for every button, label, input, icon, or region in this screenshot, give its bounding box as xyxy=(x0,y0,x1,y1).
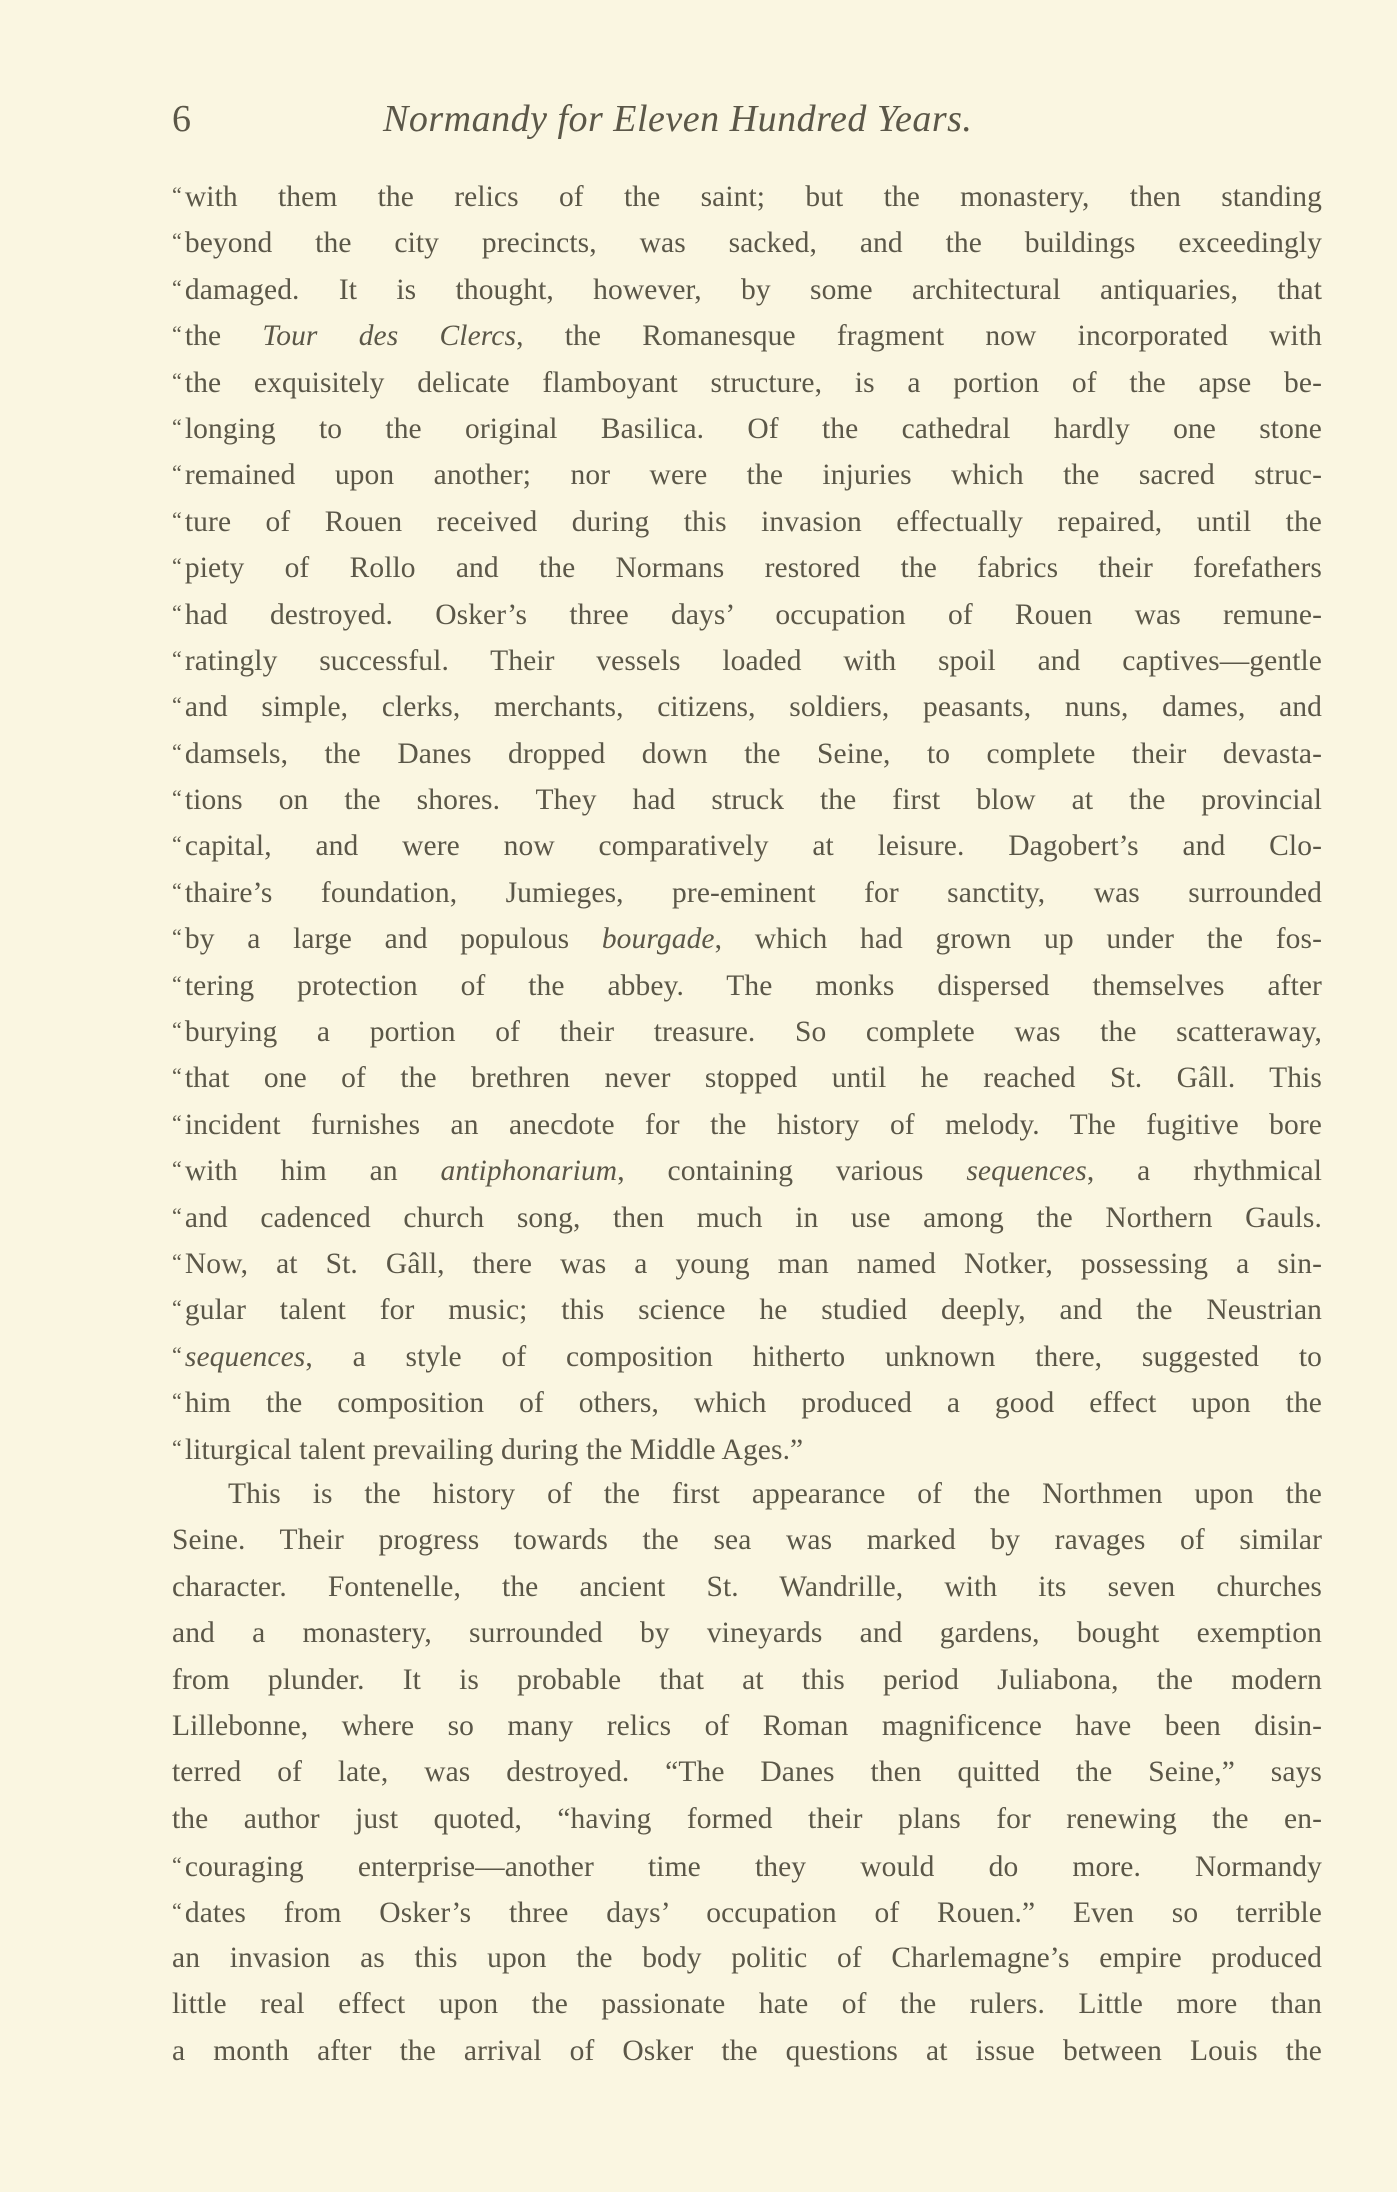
quote-mark: “ xyxy=(172,785,182,811)
text-line xyxy=(172,172,1322,218)
line-text: Seine. Their progress towards the sea was marked by ravages of similar xyxy=(172,1524,1322,1557)
text-line xyxy=(172,729,1322,775)
text-line xyxy=(172,1100,1322,1146)
quote-mark: “ xyxy=(172,228,182,254)
text-line xyxy=(172,1796,1322,1842)
line-text: , a rhythmical xyxy=(1086,1155,1322,1188)
text-line xyxy=(172,265,1322,311)
text-line xyxy=(172,1981,1322,2027)
line-text: damsels, the Danes dropped down the Seine, to complete their devasta- xyxy=(184,737,1322,770)
line-text: tions on the shores. They had struck the first blow at the provincial xyxy=(184,784,1322,817)
text-line xyxy=(172,1285,1322,1331)
line-text: liturgical talent prevailing during the Middle Ages.” xyxy=(184,1433,804,1466)
quote-mark: “ xyxy=(172,321,182,347)
line-text: remained upon another; nor were the injuries which the sacred struc- xyxy=(184,459,1322,492)
line-text: piety of Rollo and the Normans restored the fabrics their forefathers xyxy=(184,552,1322,585)
quote-mark: “ xyxy=(172,1434,182,1460)
quote-mark: “ xyxy=(172,738,182,764)
line-text: the xyxy=(184,320,263,353)
text-line xyxy=(172,2028,1322,2074)
line-text: tering protection of the abbey. The monks dispersed themselves after xyxy=(184,969,1322,1002)
line-text: thaire’s foundation, Jumieges, pre-eminent for sanctity, was surrounded xyxy=(184,876,1322,909)
running-header xyxy=(172,94,1320,144)
running-title: Normandy for Eleven Hundred Years. xyxy=(383,98,973,140)
text-line xyxy=(172,497,1322,543)
line-text: an invasion as this upon the body politic of Charlemagne’s empire produced xyxy=(172,1941,1322,1974)
quote-mark: “ xyxy=(172,1388,182,1414)
text-line xyxy=(172,590,1322,636)
text-line xyxy=(172,1239,1322,1285)
quote-mark: “ xyxy=(172,460,182,486)
text-line xyxy=(172,821,1322,867)
line-text: Now, at St. Gâll, there was a young man named Notker, possessing a sin- xyxy=(184,1247,1322,1280)
quote-mark: “ xyxy=(172,1156,182,1182)
text-line xyxy=(172,1564,1322,1610)
line-text: had destroyed. Osker’s three days’ occupation of Rouen was remune- xyxy=(184,598,1322,631)
line-text: couraging enterprise—another time they would do more. Normandy xyxy=(184,1851,1322,1884)
line-text: longing to the original Basilica. Of the cathedral hardly one stone xyxy=(184,412,1322,445)
line-text: , the Romanesque fragment now incorporated with xyxy=(516,320,1322,353)
line-text: , a style of composition hitherto unknown there, suggested to xyxy=(305,1340,1322,1373)
quote-mark: “ xyxy=(172,831,182,857)
line-text: incident furnishes an anecdote for the history of melody. The fugitive bore xyxy=(184,1108,1322,1141)
line-text: a month after the arrival of Osker the questions at issue between Louis the xyxy=(172,2034,1322,2067)
line-text: with him an xyxy=(184,1155,441,1188)
text-line xyxy=(172,404,1322,450)
line-text: dates from Osker’s three days’ occupation of Rouen.” Even so terrible xyxy=(184,1897,1322,1930)
italic-text: antiphonarium xyxy=(440,1155,618,1188)
quote-mark: “ xyxy=(172,1898,182,1924)
line-text: , containing various xyxy=(617,1155,967,1188)
line-text: him the composition of others, which produced a good effect upon the xyxy=(184,1387,1322,1420)
text-line xyxy=(172,636,1322,682)
quote-mark: “ xyxy=(172,367,182,393)
line-text: little real effect upon the passionate hate of the rulers. Little more than xyxy=(172,1988,1322,2021)
text-line xyxy=(172,961,1322,1007)
text-line xyxy=(172,1703,1322,1749)
line-text: beyond the city precincts, was sacked, and the buildings exceedingly xyxy=(184,227,1322,260)
quote-mark: “ xyxy=(172,182,182,207)
line-text: that one of the brethren never stopped until he reached St. Gâll. This xyxy=(184,1062,1322,1095)
quote-mark: “ xyxy=(172,1295,182,1321)
quote-mark: “ xyxy=(172,970,182,996)
line-text: ture of Rouen received during this invasion effectually repaired, until the xyxy=(184,505,1322,538)
text-line xyxy=(172,868,1322,914)
text-line xyxy=(172,1053,1322,1099)
quote-mark: “ xyxy=(172,274,182,300)
text-line xyxy=(172,1610,1322,1656)
body-text xyxy=(172,172,1322,2074)
line-text: gular talent for music; this science he studied deeply, and the Neustrian xyxy=(184,1294,1322,1327)
line-text: character. Fontenelle, the ancient St. Wandrille, with its seven churches xyxy=(172,1570,1322,1603)
quote-mark: “ xyxy=(172,1017,182,1043)
text-line xyxy=(172,682,1322,728)
text-line xyxy=(172,1935,1322,1981)
italic-text: sequences xyxy=(184,1340,306,1373)
line-text: damaged. It is thought, however, by some architectural antiquaries, that xyxy=(184,273,1322,306)
line-text: This is the history of the first appearance of the Northmen upon the xyxy=(228,1477,1322,1510)
text-line xyxy=(172,1007,1322,1053)
line-text: terred of late, was destroyed. “The Danes then quitted the Seine,” says xyxy=(172,1756,1322,1789)
text-line xyxy=(172,1378,1322,1424)
quote-mark: “ xyxy=(172,1248,182,1274)
text-line xyxy=(172,218,1322,264)
text-line xyxy=(172,1888,1322,1934)
line-text: from plunder. It is probable that at this period Juliabona, the modern xyxy=(172,1663,1322,1696)
italic-text: sequences xyxy=(966,1155,1087,1188)
line-text: ratingly successful. Their vessels loaded with spoil and captives—gentle xyxy=(184,644,1322,677)
italic-text: bourgade xyxy=(601,923,715,956)
text-line xyxy=(172,311,1322,357)
text-line xyxy=(172,450,1322,496)
quote-mark: “ xyxy=(172,1202,182,1228)
text-line xyxy=(172,358,1322,404)
text-line xyxy=(172,543,1322,589)
line-text: by a large and populous xyxy=(184,923,602,956)
quote-mark: “ xyxy=(172,553,182,579)
quote-mark: “ xyxy=(172,599,182,625)
line-text: burying a portion of their treasure. So complete was the scatteraway, xyxy=(184,1016,1322,1049)
text-line xyxy=(172,1749,1322,1795)
quote-mark: “ xyxy=(172,877,182,903)
quote-mark: “ xyxy=(172,645,182,671)
line-text: and simple, clerks, merchants, citizens, soldiers, peasants, nuns, dames, and xyxy=(184,691,1322,724)
text-line xyxy=(172,1471,1322,1517)
line-text: the author just quoted, “having formed their plans for renewing the en- xyxy=(172,1802,1322,1835)
text-line xyxy=(172,1657,1322,1703)
quote-mark: “ xyxy=(172,1852,182,1878)
quote-mark: “ xyxy=(172,1341,182,1367)
line-text: Lillebonne, where so many relics of Roman magnificence have been disin- xyxy=(172,1709,1322,1742)
text-line xyxy=(172,1146,1322,1192)
quote-mark: “ xyxy=(172,506,182,532)
line-text: and a monastery, surrounded by vineyards and gardens, bought exemption xyxy=(172,1617,1322,1650)
italic-text: Tour des Clercs xyxy=(262,320,517,353)
text-line xyxy=(172,1517,1322,1563)
line-text: with them the relics of the saint; but the monastery, then standing xyxy=(184,181,1322,213)
quote-mark: “ xyxy=(172,413,182,439)
text-line xyxy=(172,775,1322,821)
text-line xyxy=(172,1425,1322,1471)
line-text: capital, and were now comparatively at leisure. Dagobert’s and Clo- xyxy=(184,830,1322,863)
text-line xyxy=(172,1193,1322,1239)
page-number: 6 xyxy=(172,98,191,140)
text-line xyxy=(172,914,1322,960)
quote-mark: “ xyxy=(172,924,182,950)
line-text: , which had grown up under the fos- xyxy=(714,923,1322,956)
text-line xyxy=(172,1842,1322,1888)
quote-mark: “ xyxy=(172,692,182,718)
line-text: and cadenced church song, then much in use among the Northern Gauls. xyxy=(184,1201,1322,1234)
line-text: the exquisitely delicate flamboyant structure, is a portion of the apse be- xyxy=(184,366,1322,399)
text-line xyxy=(172,1332,1322,1378)
quote-mark: “ xyxy=(172,1063,182,1089)
quote-mark: “ xyxy=(172,1109,182,1135)
